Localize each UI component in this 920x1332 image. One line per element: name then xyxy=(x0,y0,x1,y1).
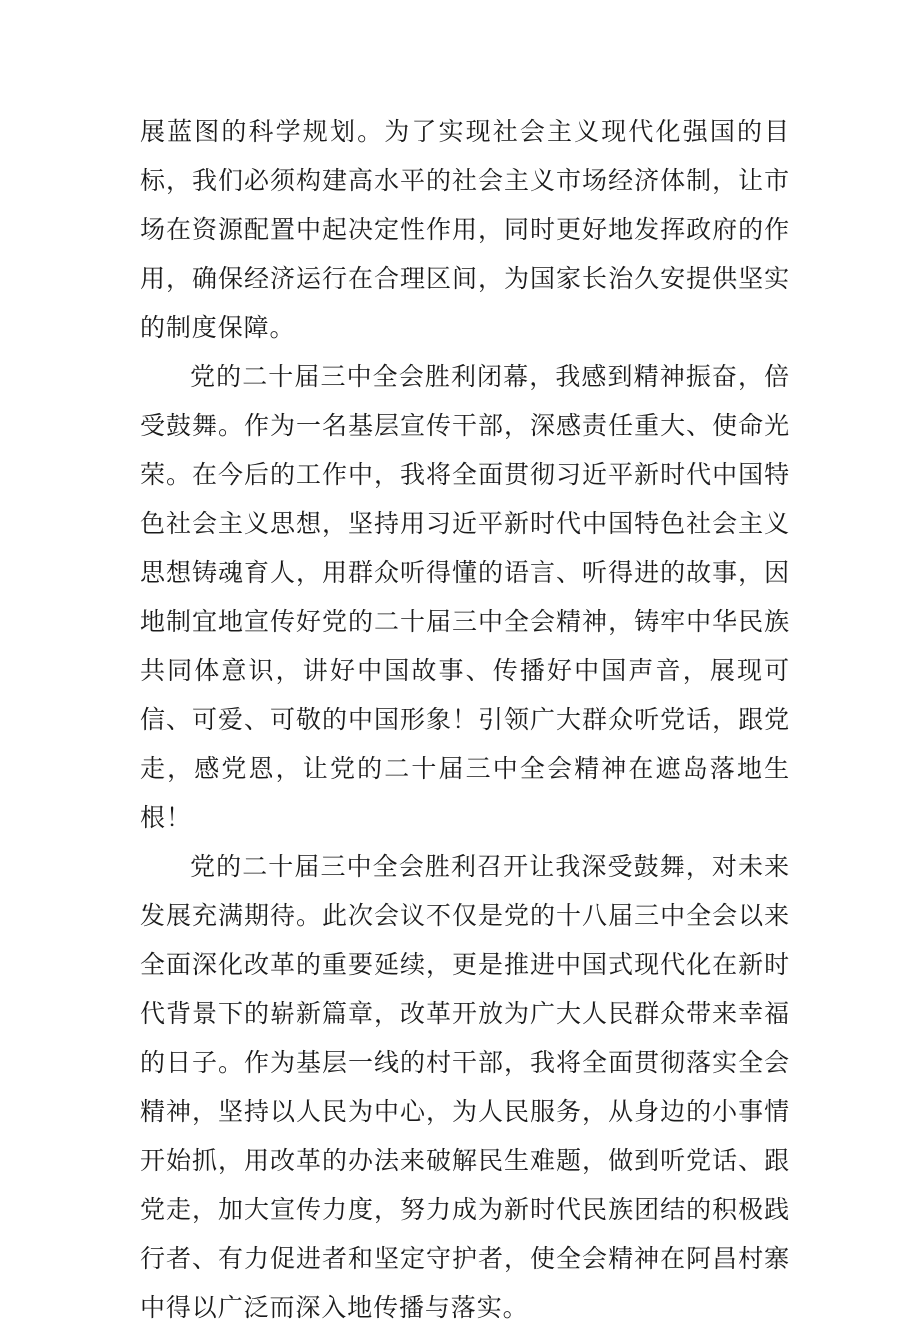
document-body xyxy=(140,107,790,1332)
paragraph-village-cadre: 党的二十届三中全会胜利召开让我深受鼓舞，对未来发展充满期待。此次会议不仅是党的十八届三中全会以来全面深化改革的重要延续，更是推进中国式现代化在新时代背景下的崭新篇章，改革开放为广大人民群众带来幸福的日子。作为基层一线的村干部，我将全面贯彻落实全会精神，坚持以人民为中心，为人民服务，从身边的小事情开始抓，用改革的办法来破解民生难题，做到听党话、跟党走，加大宣传力度，努力成为新时代民族团结的积极践行者、有力促进者和坚定守护者，使全会精神在阿昌村寨中得以广泛而深入地传播与落实。 xyxy=(140,852,790,1322)
paragraph-propaganda-cadre: 党的二十届三中全会胜利闭幕，我感到精神振奋，倍受鼓舞。作为一名基层宣传干部，深感责任重大、使命光荣。在今后的工作中，我将全面贯彻习近平新时代中国特色社会主义思想，坚持用习近平新时代中国特色社会主义思想铸魂育人，用群众听得懂的语言、听得进的故事，因地制宜地宣传好党的二十届三中全会精神，铸牢中华民族共同体意识，讲好中国故事、传播好中国声音，展现可信、可爱、可敬的中国形象！引领广大群众听党话，跟党走，感党恩，让党的二十届三中全会精神在遮岛落地生根！ xyxy=(140,362,790,832)
paragraph-continuation: 展蓝图的科学规划。为了实现社会主义现代化强国的目标，我们必须构建高水平的社会主义市场经济体制，让市场在资源配置中起决定性作用，同时更好地发挥政府的作用，确保经济运行在合理区间，为国家长治久安提供坚实的制度保障。 xyxy=(140,117,790,342)
